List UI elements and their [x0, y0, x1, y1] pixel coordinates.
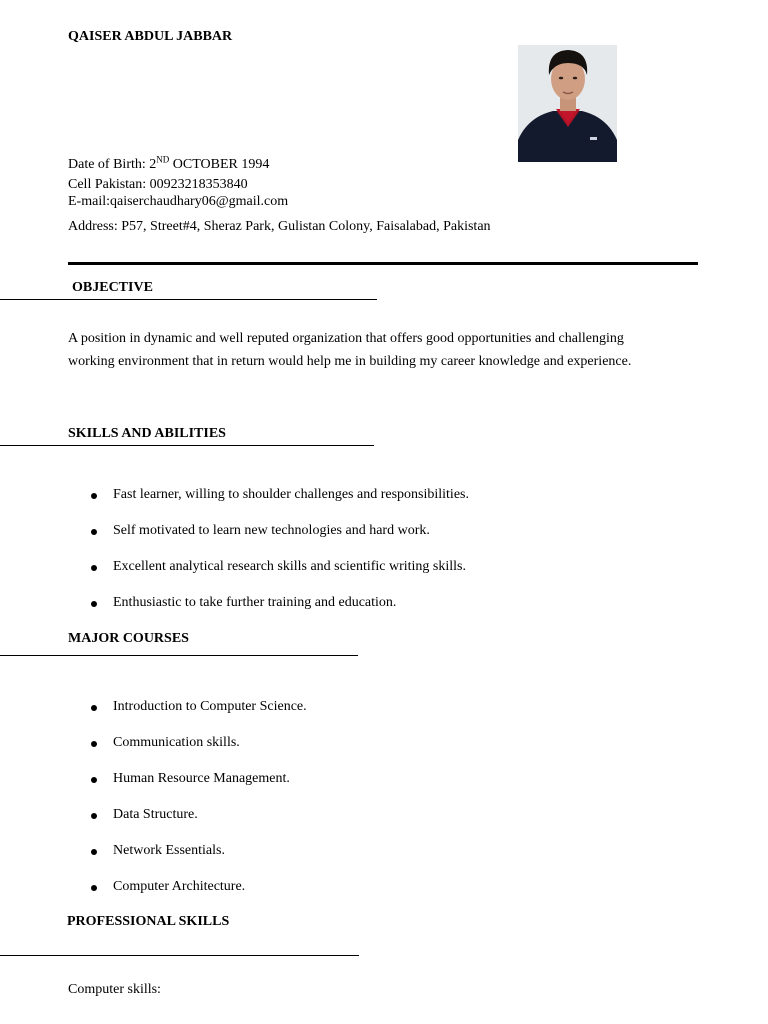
- email-address: E-mail:qaiserchaudhary06@gmail.com: [68, 194, 289, 209]
- computer-skills-label: Computer skills:: [68, 982, 161, 997]
- list-item: Self motivated to learn new technologies and hard work.: [113, 523, 430, 538]
- list-item: Data Structure.: [113, 807, 198, 822]
- list-item: Fast learner, willing to shoulder challenges and responsibilities.: [113, 487, 469, 502]
- header-divider: [68, 262, 698, 265]
- list-item: Computer Architecture.: [113, 879, 246, 894]
- courses-rule: [0, 655, 358, 656]
- list-item: Network Essentials.: [113, 843, 225, 858]
- list-item: Communication skills.: [113, 735, 240, 750]
- list-item: Enthusiastic to take further training and education.: [113, 595, 397, 610]
- objective-text: A position in dynamic and well reputed organization that offers good opportunities and challenging working environment that in return would help me in building my career knowledge and experience.: [68, 331, 632, 369]
- objective-heading: OBJECTIVE: [72, 280, 153, 295]
- person-portrait-icon: [518, 45, 617, 162]
- cell-phone: Cell Pakistan: 00923218353840: [68, 177, 248, 192]
- date-of-birth: Date of Birth: 2ND OCTOBER 1994: [68, 154, 270, 172]
- list-item: Introduction to Computer Science.: [113, 699, 307, 714]
- list-item: Human Resource Management.: [113, 771, 290, 786]
- professional-rule: [0, 955, 359, 956]
- skills-rule: [0, 445, 374, 446]
- courses-heading: MAJOR COURSES: [68, 631, 189, 646]
- skills-heading: SKILLS AND ABILITIES: [68, 426, 226, 441]
- home-address: Address: P57, Street#4, Sheraz Park, Gulistan Colony, Faisalabad, Pakistan: [68, 219, 491, 234]
- list-item: Excellent analytical research skills and scientific writing skills.: [113, 559, 467, 574]
- profile-photo: [518, 45, 617, 162]
- candidate-name: QAISER ABDUL JABBAR: [68, 29, 233, 44]
- professional-heading: PROFESSIONAL SKILLS: [67, 914, 230, 929]
- objective-rule: [0, 299, 377, 300]
